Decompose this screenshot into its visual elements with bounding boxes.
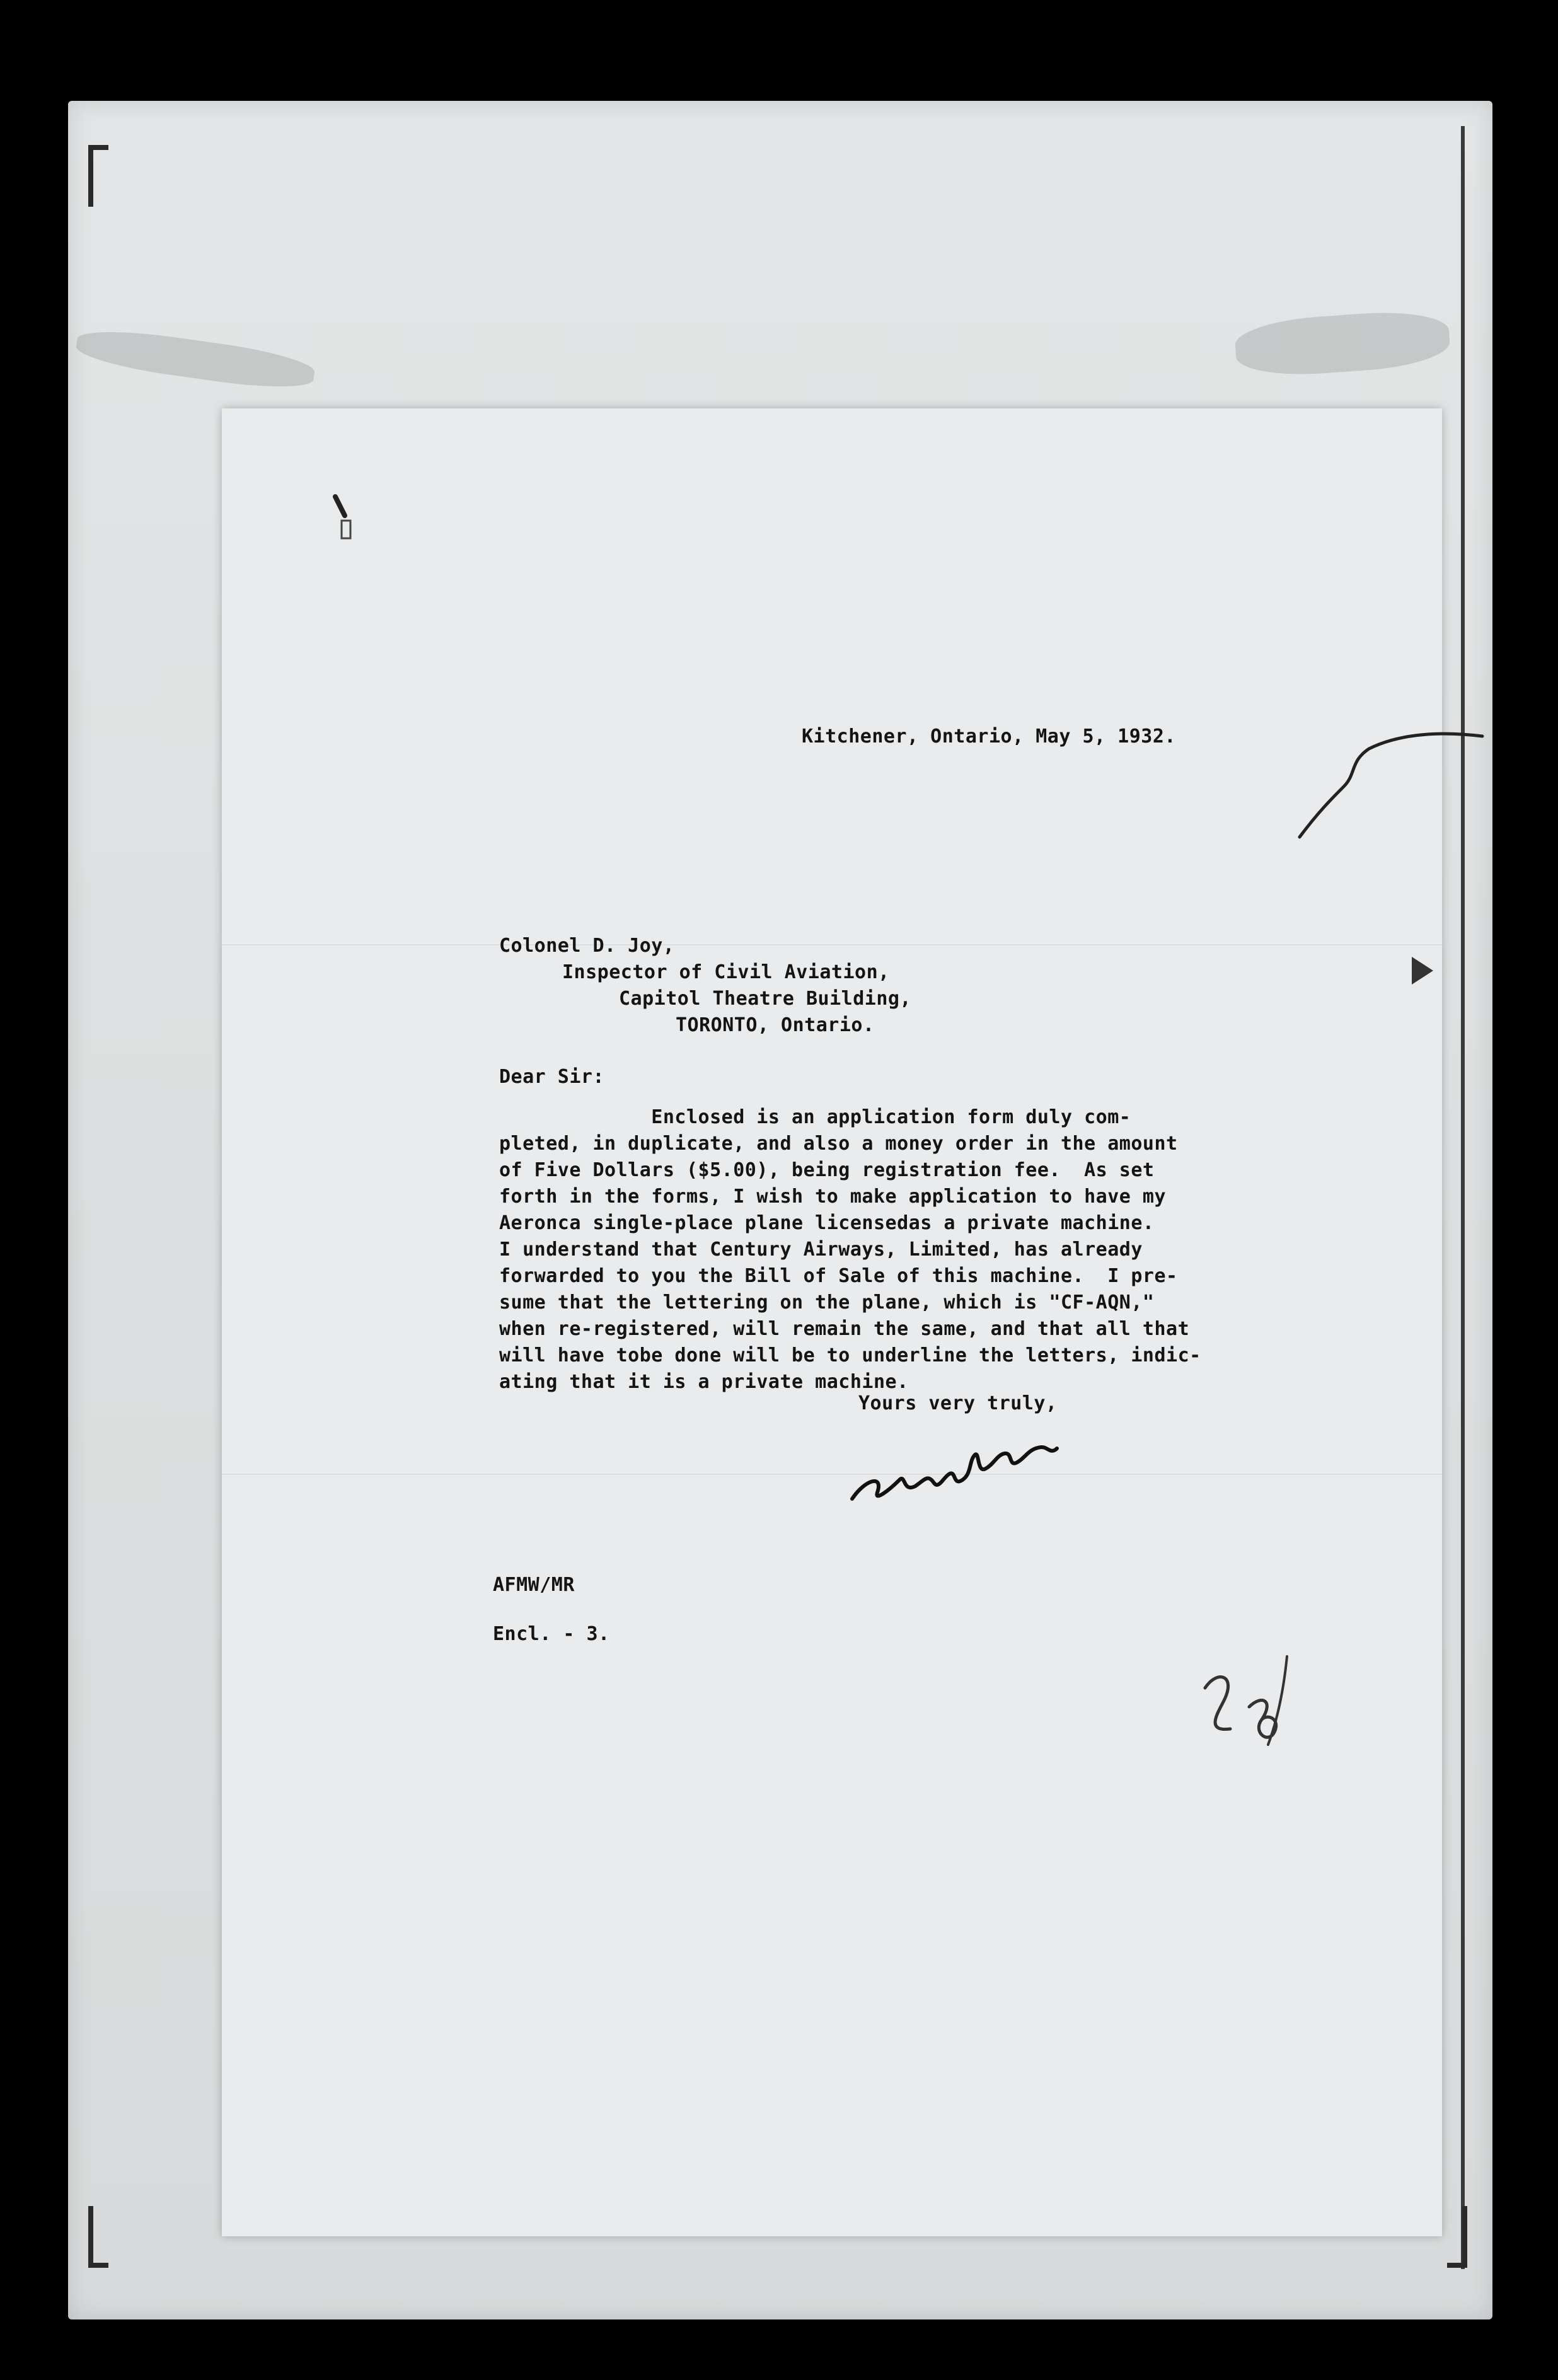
page-tab-marker <box>1412 957 1433 985</box>
folio-number-handwritten <box>1192 1650 1306 1776</box>
pencil-mark <box>316 490 367 553</box>
scan-scratch-mark <box>1293 711 1495 850</box>
crop-mark-top-left <box>88 145 108 207</box>
paper-fold-line <box>222 1474 1442 1475</box>
recipient-title: Inspector of Civil Aviation, <box>562 961 890 983</box>
crop-mark-bottom-right <box>1447 2206 1467 2268</box>
reference-initials: AFMW/MR <box>493 1574 575 1596</box>
recipient-building: Capitol Theatre Building, <box>619 988 912 1010</box>
letter-date-line: Kitchener, Ontario, May 5, 1932. <box>802 725 1176 748</box>
salutation: Dear Sir: <box>499 1066 605 1088</box>
recipient-name: Colonel D. Joy, <box>499 935 675 957</box>
handwritten-signature <box>840 1430 1066 1511</box>
letter-page <box>222 408 1442 2236</box>
paper-fold-line <box>222 944 1442 945</box>
crop-mark-bottom-left <box>88 2206 108 2268</box>
enclosure-note: Encl. - 3. <box>493 1623 610 1645</box>
closing: Yours very truly, <box>858 1392 1058 1414</box>
letter-body: Enclosed is an application form duly com- pleted, in duplicate, and also a money order in the amount of Five Dollars ($5.00), being registration fee. As set forth in the forms, I wish to make application to have my Aeronca single-place plane licensedas a private machine. I understand that Century Airways, Limited, has already forwarded to you the Bill of Sale of this machine. I pre- sume that the lettering on the plane, which is "CF-AQN," when re-registered, will remain the same, and that all that will have tobe done will be to underline the letters, indic- ating that it is a private machine. <box>499 1106 1201 1393</box>
backing-right-edge <box>1461 126 1465 2269</box>
recipient-city: TORONTO, Ontario. <box>676 1014 875 1036</box>
